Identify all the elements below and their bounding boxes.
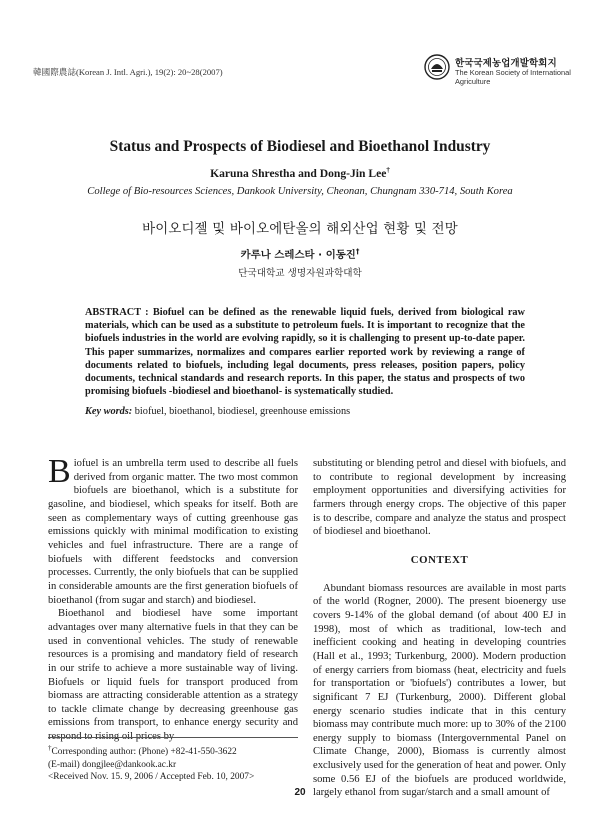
korean-affiliation: 단국대학교 생명자원과학대학 — [238, 268, 362, 279]
keywords-label: Key words: — [85, 406, 133, 417]
footnote-divider — [48, 737, 298, 738]
abstract-text: Biofuel can be defined as the renewable liquid fuels, derived from biological raw materials, which can be used as a substitute to petroleum fuels. It is important to recognize that the biofuels industries in the world are evolving rapidly, so it is challenging to present up-to-date paper. This paper summarizes, normalizes and compares earlier reported work by reviewing a range of documents related to biofuels, including legal documents, press releases, position papers, policy documents, technical standards and research reports. In this paper, the status and prospects of two promising biofuels -biodiesel and bioethanol- is systematically studied. — [85, 307, 525, 398]
body-column-right — [313, 457, 566, 800]
society-name-korean: 한국국제농업개발학회지 — [455, 58, 557, 69]
paper-affiliation: College of Bio-resources Sciences, Dankook University, Cheonan, Chungnam 330-714, South Korea — [87, 186, 513, 197]
abstract-label: ABSTRACT : — [85, 307, 149, 318]
section-heading-context: CONTEXT — [410, 553, 469, 566]
body-paragraph: Bioethanol and biodiesel have some important advantages over many alternative fuels in that they can be used in conventional vehicles. The study of renewable resources is a promising and mandatory field of research in our strife to achieve a more sustainable way of living. Biofuels or liquid fuels for transport produced from biomass are attracting considerable attention as a strategy to tackle climate change by decreasing greenhouse gas emissions from transport, to enhance energy security and respond to rising oil prices by — [48, 608, 298, 743]
footnote-received: <Received Nov. 15. 9, 2006 / Accepted Feb. 10, 2007> — [48, 772, 255, 783]
keywords — [85, 406, 525, 417]
footnotes — [48, 742, 308, 784]
footnote-email: (E-mail) dongjlee@dankook.ac.kr — [48, 759, 177, 770]
paper-authors: Karuna Shrestha and Dong-Jin Lee† — [210, 166, 390, 180]
korean-authors: 카루나 스레스타 · 이동진† — [240, 247, 360, 261]
body-paragraph: Abundant biomass resources are available in most parts of the world (Rogner, 2000). The present bioenergy use covers 9-14% of the global demand (of about 400 EJ in 1998), most of which as traditional, low-tech and inefficient cooking and heating in developing countries (Hall et al., 1993; Turkenburg, 2000). Modern production of energy carriers from biomass (heat, electricity and fuels for transportation or 'biofuels') contributes a lower, but significant 7 EJ (Turkenburg, 2000). Different global energy scenario studies indicate that in this century biomass may contribute much more: up to 30% of the 2100 energy supply to biomass (Intergovernmental Panel on Climate Change, 2000), Biomass is currently almost exclusively used for the generation of heat and power. Only some 0.56 EJ of the biofuels are produced worldwide, largely ethanol from sugar/starch and a small amount of — [313, 582, 566, 799]
page-number: 20 — [294, 787, 306, 798]
keywords-text: biofuel, bioethanol, biodiesel, greenhouse emissions — [134, 406, 351, 417]
footnote-corresponding: †Corresponding author: (Phone) +82-41-550-3622 — [48, 744, 237, 758]
drop-cap: B — [48, 453, 71, 490]
body-paragraph: substituting or blending petrol and diesel with biofuels, and to contribute to regional development by increasing employment opportunities and diversifying activities for farmers through energy crops. The objective of this paper is to describe, compare and analyze the status and prospect of biodiesel and bioethanol. — [313, 458, 566, 538]
body-column-left — [48, 453, 298, 744]
korean-title: 바이오디젤 및 바이오에탄올의 해외산업 현황 및 전망 — [142, 222, 458, 237]
journal-reference: 韓國際農誌(Korean J. Intl. Agri.), 19(2): 20~28(2007) — [33, 67, 223, 77]
abstract — [85, 306, 525, 398]
paper-title: Status and Prospects of Biodiesel and Bioethanol Industry — [109, 138, 491, 155]
corresponding-mark: † — [386, 166, 390, 174]
society-name-english: The Korean Society of International Agriculture — [455, 68, 571, 86]
society-seal-icon — [424, 54, 450, 80]
body-paragraph: Biofuel is an umbrella term used to describe all fuels derived from organic matter. The two most common biofuels are bioethanol, which is a substitute for gasoline, and biodiesel, which speaks for itself. Both are seen as complementary ways of cutting greenhouse gas emissions quickly with minimal modification to existing vehicles and fuel infrastructure. There are a range of biofuels with different feedstocks and conversion processes. Currently, the only biofuels that can be supplied in considerable amounts are the first generation biofuels of bioethanol (from sugar and starch) and biodiesel. — [48, 453, 298, 606]
